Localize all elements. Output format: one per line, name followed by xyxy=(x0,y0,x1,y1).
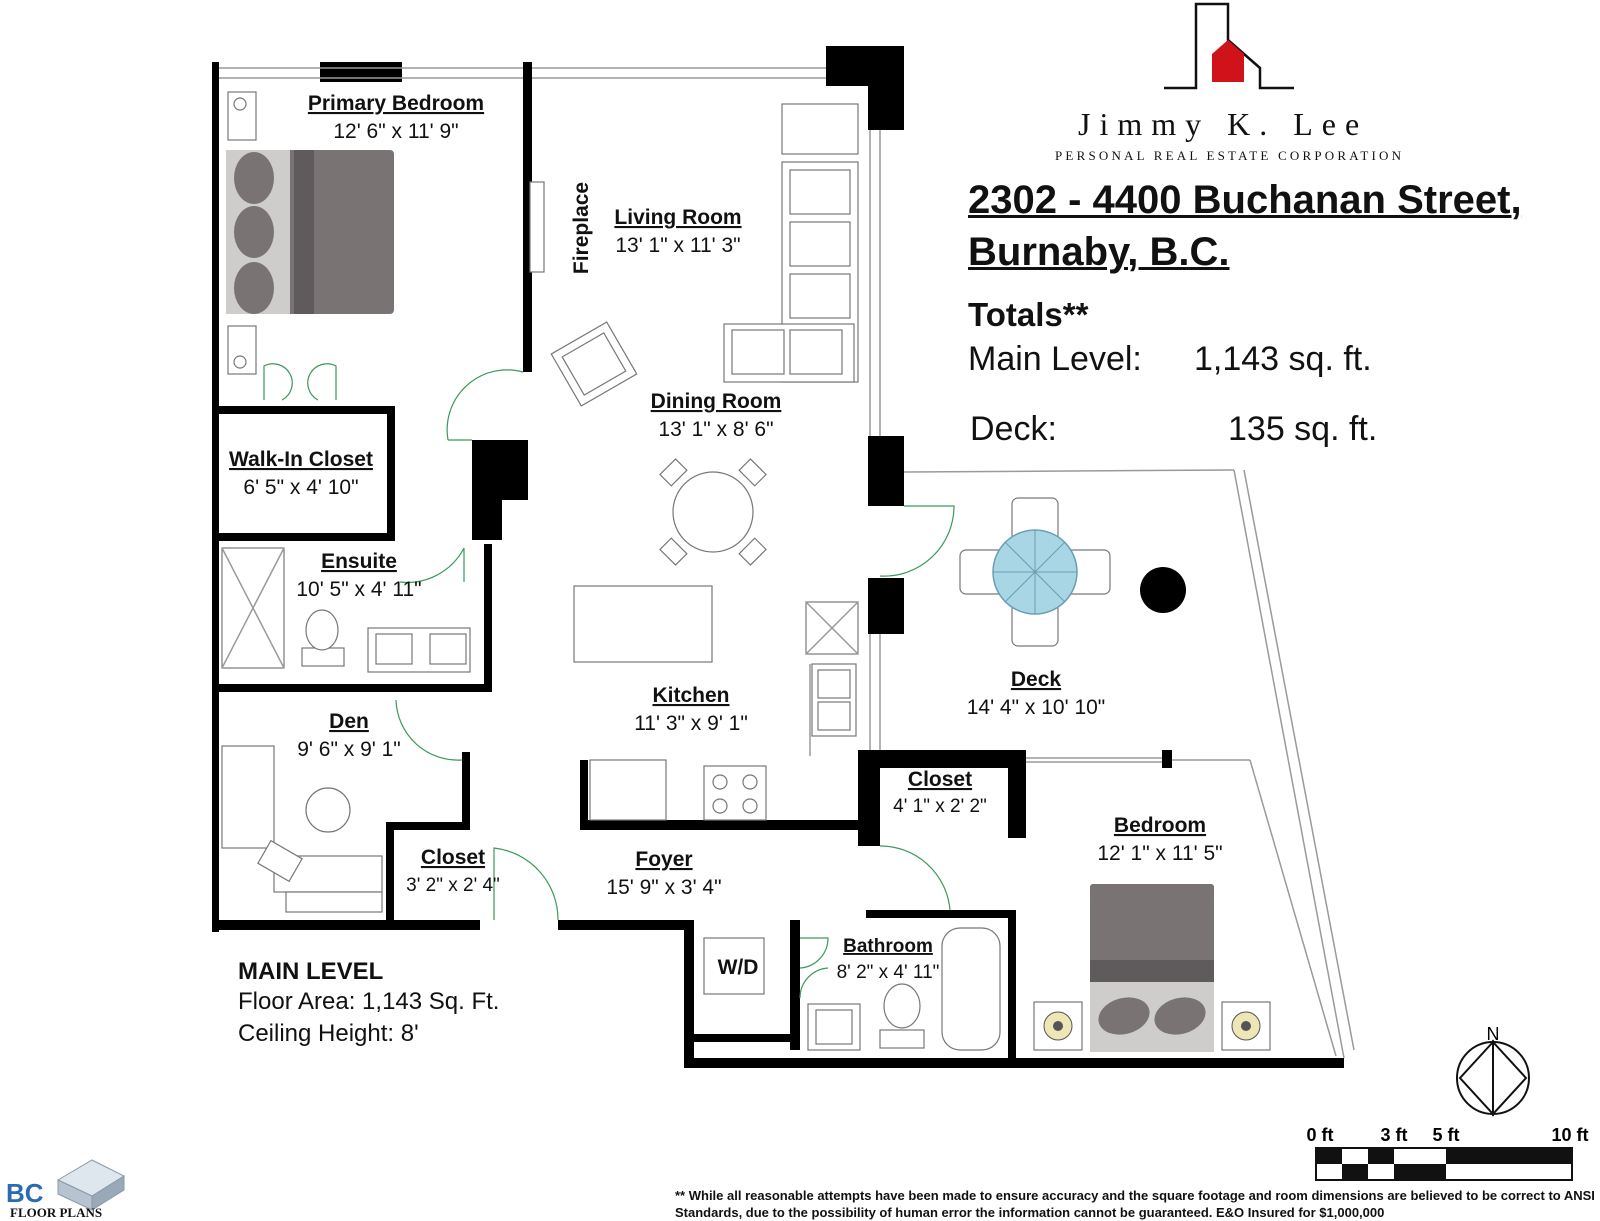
totals-main-label: Main Level: xyxy=(968,340,1142,378)
ensuite-name: Ensuite xyxy=(321,550,397,573)
scale-label-5: 5 ft xyxy=(1432,1125,1460,1145)
primary-bedroom-dims: 12' 6" x 11' 9" xyxy=(333,120,459,143)
ensuite-dims: 10' 5" x 4' 11" xyxy=(296,578,422,601)
scale-label-0: 0 ft xyxy=(1306,1125,1334,1145)
disclaimer-text: ** While all reasonable attempts have been made to ensure accuracy and the square footage and room dimensions are believed to be correct to ANSI Standards, due to the possibility of human error the information cannot be guaranteed. E&O Insured for $1,000,000 xyxy=(675,1188,1595,1220)
foyer-dims: 15' 9" x 3' 4" xyxy=(606,876,722,899)
main-level-title: MAIN LEVEL xyxy=(238,958,384,985)
walk-in-closet-dims: 6' 5" x 4' 10" xyxy=(243,476,359,499)
address-line-2: Burnaby, B.C. xyxy=(968,230,1230,274)
dining-room-dims: 13' 1" x 8' 6" xyxy=(658,418,774,441)
bedroom-name: Bedroom xyxy=(1113,814,1207,837)
bedroom-closet-dims: 4' 1" x 2' 2" xyxy=(893,796,987,817)
deck-dims: 14' 4" x 10' 10" xyxy=(966,696,1106,719)
bedroom-dims: 12' 1" x 11' 5" xyxy=(1097,842,1223,865)
bc-logo-text: FLOOR PLANS xyxy=(10,1205,103,1220)
brand-subtitle: PERSONAL REAL ESTATE CORPORATION xyxy=(1055,148,1405,163)
dining-room-name: Dining Room xyxy=(650,390,782,413)
dining-furniture xyxy=(622,421,803,602)
den-closet-dims: 3' 2" x 2' 4" xyxy=(406,875,500,896)
totals-deck-label: Deck: xyxy=(970,410,1057,448)
den-furniture xyxy=(222,746,382,912)
scale-bar xyxy=(1307,1125,1589,1180)
totals-deck-value: 135 sq. ft. xyxy=(1228,410,1378,448)
bc-logo-mark: BC xyxy=(6,1178,44,1208)
scale-label-10: 10 ft xyxy=(1551,1125,1589,1145)
main-level-ceiling: Ceiling Height: 8' xyxy=(238,1020,419,1047)
den-dims: 9' 6" x 9' 1" xyxy=(297,738,401,761)
kitchen-dims: 11' 3" x 9' 1" xyxy=(634,712,748,735)
den-closet-name: Closet xyxy=(420,846,486,869)
bathroom-name: Bathroom xyxy=(843,936,933,957)
deck-name: Deck xyxy=(1010,668,1062,691)
deck-furniture xyxy=(960,498,1186,646)
primary-bedroom-name: Primary Bedroom xyxy=(307,92,485,115)
den-name: Den xyxy=(329,710,369,733)
compass-north-label: N xyxy=(1486,1024,1500,1044)
fireplace-label: Fireplace xyxy=(570,181,593,275)
main-level-floor-area: Floor Area: 1,143 Sq. Ft. xyxy=(238,988,500,1015)
totals-heading: Totals** xyxy=(968,296,1089,333)
walk-in-closet-name: Walk-In Closet xyxy=(229,448,373,471)
bc-floor-plans-logo-icon xyxy=(58,1160,124,1210)
brand-name: Jimmy K. Lee xyxy=(1078,106,1369,142)
living-room-dims: 13' 1" x 11' 3" xyxy=(615,234,741,257)
foyer-name: Foyer xyxy=(635,848,693,871)
kitchen-name: Kitchen xyxy=(652,684,730,707)
address-line-1: 2302 - 4400 Buchanan Street, xyxy=(968,178,1522,222)
bedroom-furniture xyxy=(1034,884,1270,1052)
brand-house-logo xyxy=(1164,4,1294,88)
scale-label-3: 3 ft xyxy=(1380,1125,1408,1145)
living-room-name: Living Room xyxy=(614,206,742,229)
washer-dryer-label: W/D xyxy=(717,956,759,979)
bathroom-dims: 8' 2" x 4' 11" xyxy=(836,962,940,983)
north-compass-icon xyxy=(1457,1024,1529,1114)
totals-main-value: 1,143 sq. ft. xyxy=(1194,340,1372,378)
bedroom-closet-name: Closet xyxy=(907,768,973,791)
